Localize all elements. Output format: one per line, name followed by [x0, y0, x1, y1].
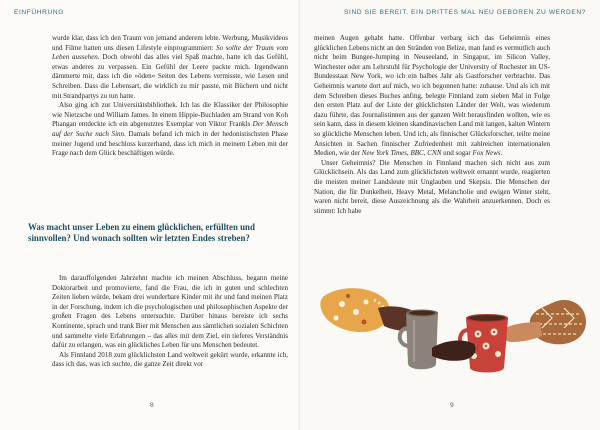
- lower-hand: [432, 341, 476, 361]
- left-body-top: [52, 34, 288, 159]
- coffee-toast-illustration-icon: [314, 278, 590, 388]
- right-body: [314, 34, 550, 216]
- page-number-right: 9: [450, 402, 454, 409]
- left-paragraph-4: Als Finnland 2018 zum glücklichsten Land weltweit gekürt wurde, erkannte ich, dass ich das, was ich suchte, die ganze Zeit direkt vor: [52, 350, 288, 369]
- section-heading: Was macht unser Leben zu einem glücklichen, erfüllten und sinnvollen? Und wonach sollten wir letzten Endes streben?: [28, 222, 255, 244]
- left-paragraph-1: wurde klar, dass ich den Traum von jemand anderem lebte. Werbung, Musikvideos und Filme hatten uns diesen Lifestyle einprogrammiert: So sollte der Traum vom Leben aussehen. Doch obwohl das alles viel Spaß machte, hatte ich das Gefühl, etwas anderes zu verpassen. Ein Gefühl der Leere packte mich. Irgendwann dämmerte mir, dass ich die »öden« Seiten des Lebens vermisste, wie Lesen und Schreiben. Dass die Lebensart, die wirklich zu mir passte, mit Büchern und nicht mit Strandpartys zu tun hatte.: [52, 34, 288, 100]
- running-head-right: SIND SIE BEREIT, EIN DRITTES MAL NEU GEBOREN ZU WERDEN?: [344, 9, 586, 16]
- right-paragraph-2: Unser Geheimnis? Die Menschen in Finnland machen sich nicht aus zum Glücklichsein. Als das Land zum glücklichsten weltweit ernannt wurde, reagierten die meisten meiner Landsleute mit Unglauben und Skepsis. Die Menschen der Nation, die für Dunkelheit, Heavy Metal, Melancholie und ewigen Winter steht, waren nicht bereit, diese Auszeichnung als die Wahrheit anzuerkennen. Doch es stimmt: Ich habe: [314, 158, 550, 215]
- left-paragraph-2: Also ging ich zur Universitätsbibliothek. Ich las die Klassiker der Philosophie wie Nietzsche und William James. In einem Hippie-Buchladen am Strand von Koh Phangan entdeckte ich ein abgenutztes Exemplar von Viktor Frankls Der Mensch auf der Suche nach Sinn. Damals befand ich mich in der hedonistischsten Phase meiner Jugend und beschloss kurzerhand, dass ich mich in meinem Leben mit der Frage nach dem Glück beschäftigen würde.: [52, 101, 288, 158]
- running-head-left: EINFÜHRUNG: [14, 9, 64, 16]
- page-number-left: 8: [150, 402, 154, 409]
- left-paragraph-3: Im darauffolgenden Jahrzehnt machte ich meinen Abschluss, begann meine Doktorarbeit und promovierte, fand die Frau, die ich in guten und schlechten Zeiten lieben würde, bekam drei wunderbare Kinder mit ihr und fand meinen Platz in der Forschung, indem ich die psychologischen und philosophischen Aspekte der großen Fragen des Lebens untersuchte. Darüber hinaus bereiste ich sechs Kontinente, sprach und trank Bier mit Menschen aus sämtlichen sozialen Schichten und sammelte viele Erfahrungen – das alles mit dem Ziel, ein tieferes Verständnis dafür zu erlangen, was ein glückliches Leben für uns Menschen bedeutet.: [52, 274, 288, 350]
- right-paragraph-1: meinen Augen gehabt hatte. Offenbar verbarg sich das Geheimnis eines glücklichen Lebens nicht an den Stränden von Belize, man fand es vermutlich auch nicht beim Bungee-Jumping in Neuseeland, in Singapur, im Silicon Valley, Winchester oder am Lehrstuhl für Psychologie der University of Rochester im US-Bundesstaat New York, wo ich ein halbes Jahr als Gastforscher verbrachte. Das Geheimnis wartete dort auf mich, wo ich begonnen hatte: zuhause. Und als ich mit dem Schreiben dieses Buches anfing, belegte Finnland zum sieben Mal in Folge den ersten Platz auf der Liste der glücklichsten Länder der Welt, was wiederum dazu führte, das Journalistinnen aus der ganzen Welt herausfinden wollten, wie es sein kann, dass in diesem kleinen skandinavischen Land mit langen, kalten Wintern so glückliche Menschen leben. Und ich, als finnischer Glücksforscher, teilte meine Ansichten in Sachen finnischer Zufriedenheit mit zahlreichen internationalen Medien, wie der New York Times, BBC, CNN und sogar Fox News.: [314, 34, 550, 158]
- left-body-bottom: [52, 274, 288, 370]
- right-page: [300, 0, 600, 430]
